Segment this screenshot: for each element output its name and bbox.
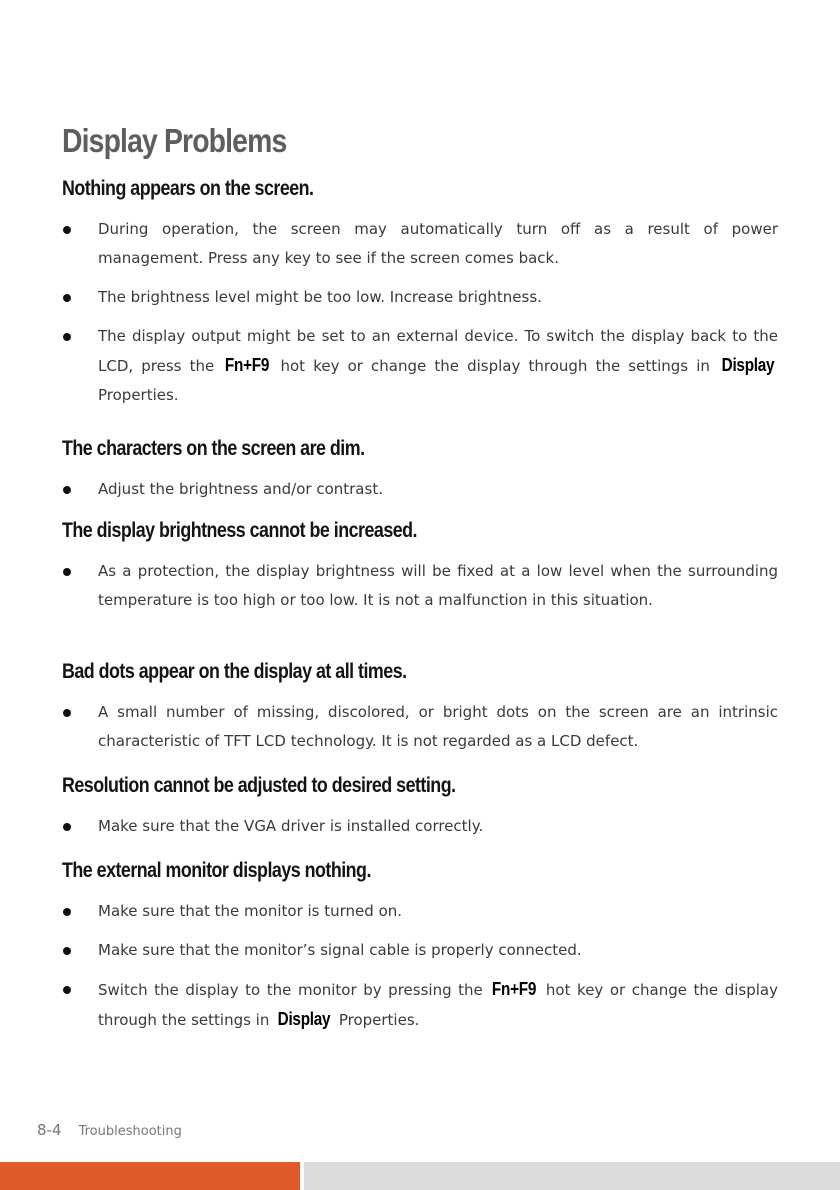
bullet-list (62, 557, 778, 615)
list-item (62, 812, 778, 841)
bullet-list (62, 812, 778, 841)
section-brightness-cannot-increase (62, 517, 778, 615)
list-item (62, 698, 778, 756)
item-text: hot key or change the display through the settings in (98, 981, 778, 1029)
item-text: Switch the display to the monitor by pressing the (98, 981, 490, 999)
section-heading: Nothing appears on the screen. (62, 177, 314, 200)
bullet-icon (63, 486, 71, 494)
section-heading: The external monitor displays nothing. (62, 859, 371, 882)
bullet-icon (63, 294, 71, 302)
footer-accent-bar (0, 1162, 300, 1190)
bullet-icon (63, 823, 71, 831)
list-item (62, 322, 778, 410)
list-item (62, 475, 778, 504)
bullet-list (62, 698, 778, 756)
item-text: Make sure that the monitor’s signal cable is properly connected. (98, 941, 582, 959)
display-properties-label: Display (721, 355, 775, 375)
item-text: During operation, the screen may automatically turn off as a result of power management. Press any key to see if the screen comes back. (98, 220, 778, 267)
bullet-list (62, 475, 778, 504)
bullet-icon (63, 568, 71, 576)
section-nothing-appears (62, 175, 778, 410)
bullet-icon (63, 986, 71, 994)
section-external-monitor (62, 857, 778, 1035)
hotkey-label: Fn+F9 (492, 979, 537, 999)
item-text: Make sure that the VGA driver is installed correctly. (98, 817, 484, 835)
item-text: As a protection, the display brightness will be fixed at a low level when the surrounding temperature is too high or too low. It is not a malfunction in this situation. (98, 562, 778, 609)
page-footer (37, 1120, 182, 1139)
hotkey-label: Fn+F9 (225, 355, 270, 375)
list-item (62, 215, 778, 273)
section-heading: The display brightness cannot be increased. (62, 519, 418, 542)
section-heading: Resolution cannot be adjusted to desired setting. (62, 774, 456, 797)
list-item (62, 557, 778, 615)
section-heading: Bad dots appear on the display at all times. (62, 660, 407, 683)
item-text: Adjust the brightness and/or contrast. (98, 480, 383, 498)
footer-gray-bar (304, 1162, 840, 1190)
chapter-name: Troubleshooting (78, 1124, 182, 1139)
section-resolution (62, 772, 778, 841)
list-item (62, 897, 778, 926)
bullet-icon (63, 709, 71, 717)
page-title: Display Problems (62, 122, 287, 159)
bullet-icon (63, 947, 71, 955)
bullet-icon (63, 333, 71, 341)
bullet-icon (63, 226, 71, 234)
display-properties-label: Display (277, 1009, 331, 1029)
item-text: Properties. (334, 1011, 420, 1029)
section-characters-dim (62, 435, 778, 504)
bullet-list (62, 897, 778, 1035)
item-text: Make sure that the monitor is turned on. (98, 902, 403, 920)
item-text: A small number of missing, discolored, or bright dots on the screen are an intrinsic characteristic of TFT LCD technology. It is not regarded as a LCD defect. (98, 703, 778, 750)
item-text: hot key or change the display through the settings in (272, 357, 719, 375)
list-item (62, 975, 778, 1035)
item-text: The brightness level might be too low. Increase brightness. (98, 288, 542, 306)
item-text: Properties. (98, 386, 179, 404)
section-bad-dots (62, 658, 778, 756)
page-number: 8-4 (37, 1121, 62, 1139)
section-heading: The characters on the screen are dim. (62, 437, 365, 460)
list-item (62, 936, 778, 965)
bullet-list (62, 215, 778, 410)
bullet-icon (63, 908, 71, 916)
item-text: The display output might be set to an external device. To switch the display back to the LCD, press the (98, 327, 778, 375)
list-item (62, 283, 778, 312)
